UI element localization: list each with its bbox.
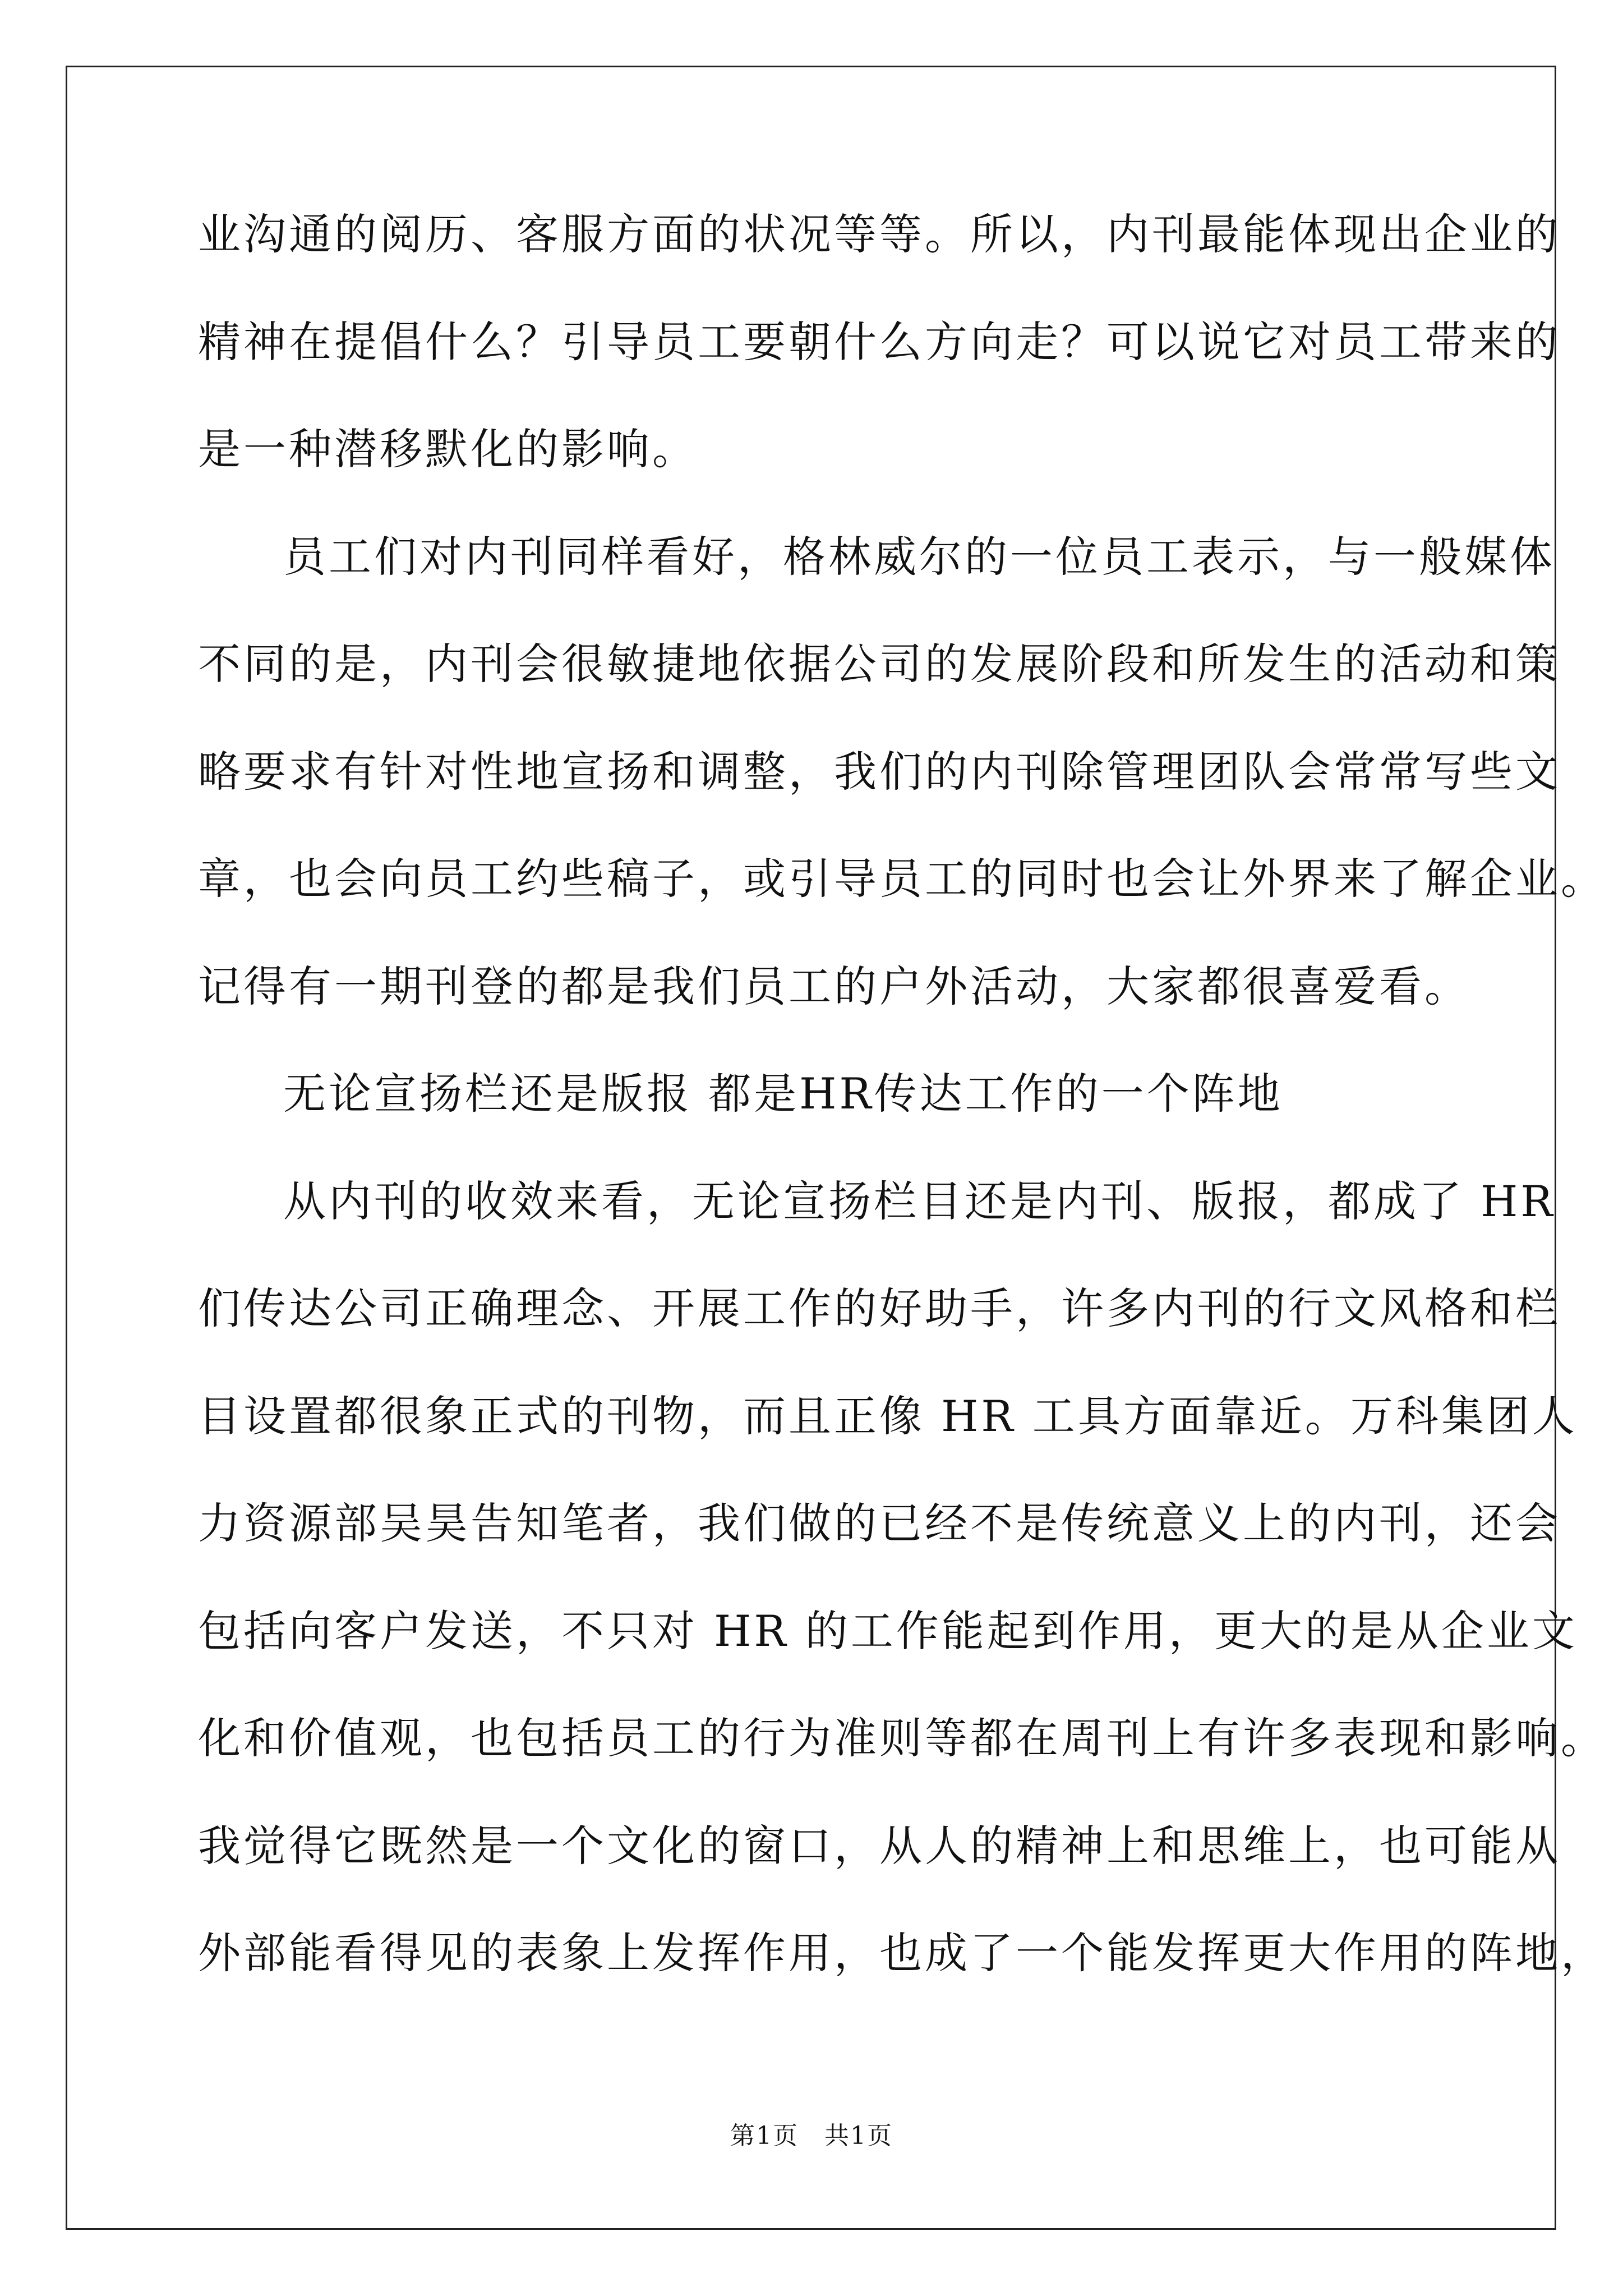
text-line-11: 们传达公司正确理念、开展工作的好助手，许多内刊的行文风格和栏 — [198, 1283, 1561, 1333]
text-line-13: 力资源部吴昊告知笔者，我们做的已经不是传统意义上的内刊，还会 — [198, 1498, 1561, 1548]
page-border — [66, 66, 1556, 2230]
text-line-6: 略要求有针对性地宣扬和调整，我们的内刊除管理团队会常常写些文 — [198, 746, 1561, 797]
text-line-7: 章，也会向员工约些稿子，或引导员工的同时也会让外界来了解企业。 — [198, 854, 1606, 904]
text-line-16: 我觉得它既然是一个文化的窗口，从人的精神上和思维上，也可能从 — [198, 1820, 1561, 1871]
text-line-1: 业沟通的阅历、客服方面的状况等等。所以，内刊最能体现出企业的 — [198, 209, 1561, 259]
text-line-5: 不同的是，内刊会很敏捷地依据公司的发展阶段和所发生的活动和策 — [198, 639, 1561, 689]
text-line-14: 包括向客户发送，不只对 HR 的工作能起到作用，更大的是从企业文 — [198, 1605, 1578, 1656]
text-line-10: 从内刊的收效来看，无论宣扬栏目还是内刊、版报，都成了 HR — [283, 1176, 1556, 1226]
text-line-2: 精神在提倡什么？引导员工要朝什么方向走？可以说它对员工带来的 — [198, 316, 1561, 367]
text-line-12: 目设置都很象正式的刊物，而且正像 HR 工具方面靠近。万科集团人 — [198, 1391, 1578, 1441]
page-number-footer: 第1页 共1页 — [730, 2122, 893, 2150]
section-heading: 无论宣扬栏还是版报 都是HR传达工作的一个阵地 — [283, 1069, 1283, 1119]
text-line-8: 记得有一期刊登的都是我们员工的户外活动，大家都很喜爱看。 — [198, 961, 1470, 1011]
text-line-4: 员工们对内刊同样看好，格林威尔的一位员工表示，与一般媒体 — [283, 531, 1555, 582]
text-line-15: 化和价值观，也包括员工的行为准则等都在周刊上有许多表现和影响。 — [198, 1713, 1606, 1763]
text-line-17: 外部能看得见的表象上发挥作用，也成了一个能发挥更大作用的阵地， — [198, 1928, 1606, 1978]
text-line-3: 是一种潜移默化的影响。 — [198, 424, 698, 474]
